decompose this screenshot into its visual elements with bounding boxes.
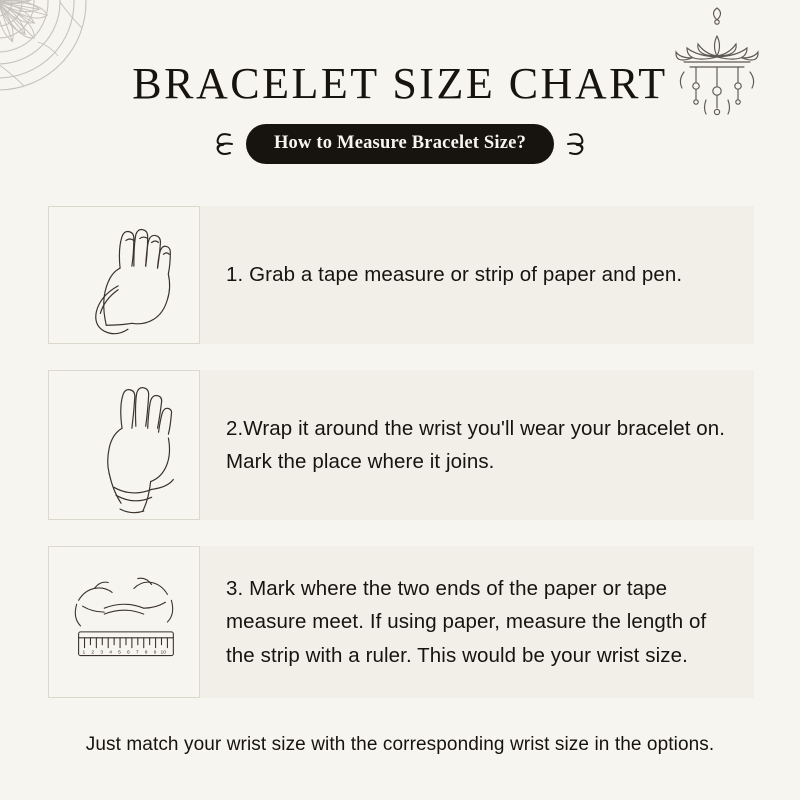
svg-text:5: 5 (118, 650, 121, 656)
step-text: 2.Wrap it around the wrist you'll wear your bracelet on. Mark the place where it joins. (226, 416, 726, 473)
svg-text:8: 8 (144, 650, 148, 656)
swirl-icon (208, 129, 236, 159)
swirl-icon (564, 129, 592, 159)
hand-holding-tape-icon (48, 206, 200, 344)
svg-text:4: 4 (109, 650, 112, 656)
subtitle-banner-row (0, 124, 800, 164)
svg-text:3: 3 (100, 650, 104, 656)
svg-text:2: 2 (91, 650, 95, 656)
svg-text:10: 10 (160, 650, 166, 656)
svg-text:7: 7 (135, 650, 139, 656)
list-item (48, 546, 754, 698)
svg-text:1: 1 (82, 650, 86, 656)
list-item (48, 370, 754, 520)
list-item (48, 206, 754, 344)
step-text: 3. Mark where the two ends of the paper or tape measure meet. If using paper, measure the length of the strip with a ruler. This would be your wrist size. (226, 577, 707, 667)
subtitle-banner: How to Measure Bracelet Size? (246, 124, 554, 164)
steps-list (48, 206, 754, 724)
svg-text:6: 6 (126, 650, 130, 656)
svg-text:9: 9 (153, 650, 157, 656)
page-title: BRACELET SIZE CHART (132, 59, 668, 108)
hands-measuring-ruler-icon (48, 546, 200, 698)
step-text: 1. Grab a tape measure or strip of paper and pen. (226, 263, 683, 287)
hand-wrapped-wrist-icon (48, 370, 200, 520)
footer-note: Just match your wrist size with the corresponding wrist size in the options. (85, 734, 715, 755)
